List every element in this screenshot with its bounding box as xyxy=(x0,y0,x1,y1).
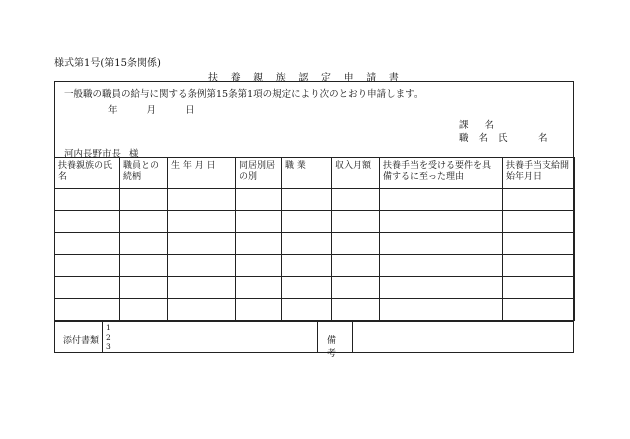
cell-reason[interactable] xyxy=(380,233,503,255)
cell-income[interactable] xyxy=(332,255,380,277)
cell-start-date[interactable] xyxy=(503,299,575,321)
header-relationship: 職員との続柄 xyxy=(120,158,168,189)
header-reason: 扶養手当を受ける要件を具備するに至った理由 xyxy=(380,158,503,189)
cell-income[interactable] xyxy=(332,233,380,255)
table-row xyxy=(55,189,575,211)
department-label: 課名 xyxy=(459,120,511,131)
cell-name[interactable] xyxy=(55,233,120,255)
cell-occupation[interactable] xyxy=(282,211,332,233)
attachments-label: 添付書類 xyxy=(63,336,100,346)
table-row xyxy=(55,255,575,277)
attachments-list xyxy=(106,323,111,352)
remarks-field[interactable] xyxy=(352,322,572,353)
cell-birthdate[interactable] xyxy=(168,233,236,255)
date-line xyxy=(108,102,195,116)
cell-cohabitation[interactable] xyxy=(236,277,282,299)
cell-relationship[interactable] xyxy=(120,233,168,255)
year-label: 年 xyxy=(108,105,118,116)
header-cohabitation: 同居別居の別 xyxy=(236,158,282,189)
header-birthdate: 生 年 月 日 xyxy=(168,158,236,189)
cell-birthdate[interactable] xyxy=(168,255,236,277)
cell-income[interactable] xyxy=(332,189,380,211)
cell-birthdate[interactable] xyxy=(168,299,236,321)
cell-income[interactable] xyxy=(332,211,380,233)
cell-name[interactable] xyxy=(55,299,120,321)
cell-name[interactable] xyxy=(55,189,120,211)
cell-birthdate[interactable] xyxy=(168,277,236,299)
cell-occupation[interactable] xyxy=(282,299,332,321)
table-row xyxy=(55,277,575,299)
addressee-name: 河内長野市長 xyxy=(64,149,122,160)
seal-label: 名 xyxy=(538,133,548,144)
remarks-label: 備考 xyxy=(327,336,343,359)
cell-occupation[interactable] xyxy=(282,277,332,299)
cell-reason[interactable] xyxy=(380,189,503,211)
form-code: 様式第1号(第15条関係) xyxy=(54,58,161,69)
cell-cohabitation[interactable] xyxy=(236,211,282,233)
cell-relationship[interactable] xyxy=(120,189,168,211)
cell-relationship[interactable] xyxy=(120,255,168,277)
cell-start-date[interactable] xyxy=(503,277,575,299)
attachment-item[interactable]: 3 xyxy=(106,342,111,351)
header-occupation: 職 業 xyxy=(282,158,332,189)
remarks-label-cell xyxy=(317,322,353,359)
cell-name[interactable] xyxy=(55,255,120,277)
cell-reason[interactable] xyxy=(380,255,503,277)
table-row xyxy=(55,233,575,255)
cell-occupation[interactable] xyxy=(282,233,332,255)
cell-start-date[interactable] xyxy=(503,255,575,277)
cell-occupation[interactable] xyxy=(282,189,332,211)
cell-cohabitation[interactable] xyxy=(236,299,282,321)
cell-birthdate[interactable] xyxy=(168,211,236,233)
intro-text: 一般職の職員の給与に関する条例第15条第1項の規定により次のとおり申請します。 xyxy=(64,89,424,100)
cell-start-date[interactable] xyxy=(503,233,575,255)
month-label: 月 xyxy=(146,105,157,116)
cell-cohabitation[interactable] xyxy=(236,233,282,255)
table-header-row xyxy=(55,158,575,189)
cell-reason[interactable] xyxy=(380,299,503,321)
cell-cohabitation[interactable] xyxy=(236,189,282,211)
cell-income[interactable] xyxy=(332,299,380,321)
cell-start-date[interactable] xyxy=(503,189,575,211)
attachments-label-cell xyxy=(54,322,103,353)
cell-birthdate[interactable] xyxy=(168,189,236,211)
table-row xyxy=(55,299,575,321)
cell-income[interactable] xyxy=(332,277,380,299)
header-start-date: 扶養手当支給開始年月日 xyxy=(503,158,575,189)
cell-start-date[interactable] xyxy=(503,211,575,233)
attachment-item[interactable]: 2 xyxy=(106,332,111,342)
day-label: 日 xyxy=(185,105,195,116)
cell-reason[interactable] xyxy=(380,277,503,299)
cell-relationship[interactable] xyxy=(120,277,168,299)
name-label: 職名氏 xyxy=(459,133,518,144)
cell-name[interactable] xyxy=(55,277,120,299)
name-line xyxy=(459,130,518,144)
header-monthly-income: 収入月額 xyxy=(332,158,380,189)
attachment-item[interactable]: 1 xyxy=(106,323,111,332)
cell-occupation[interactable] xyxy=(282,255,332,277)
cell-relationship[interactable] xyxy=(120,299,168,321)
addressee-suffix: 様 xyxy=(129,149,139,160)
cell-cohabitation[interactable] xyxy=(236,255,282,277)
cell-relationship[interactable] xyxy=(120,211,168,233)
cell-reason[interactable] xyxy=(380,211,503,233)
header-dependent-name: 扶養親族の氏名 xyxy=(55,158,120,189)
bottom-section xyxy=(54,321,574,359)
cell-name[interactable] xyxy=(55,211,120,233)
form-title: 扶養親族認定申請書 xyxy=(208,73,412,84)
table-row xyxy=(55,211,575,233)
dependents-table xyxy=(54,157,575,321)
